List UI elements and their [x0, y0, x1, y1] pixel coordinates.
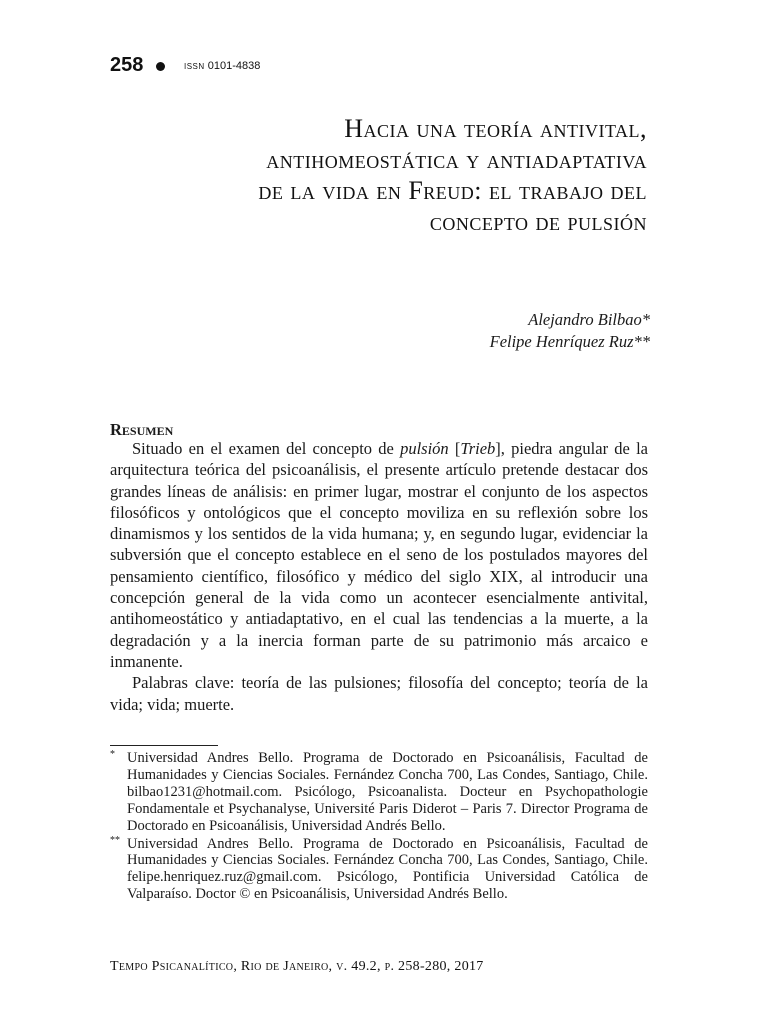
footnote — [110, 750, 648, 835]
page-number: 258 — [110, 54, 144, 76]
issn-value: 0101-4838 — [207, 60, 261, 72]
footnote — [110, 836, 648, 904]
footnote-mark: * — [110, 749, 115, 760]
abstract-body — [110, 438, 648, 715]
footnote-text: Universidad Andres Bello. Programa de Doctorado en Psicoanálisis, Facultad de Humanidades y Ciencias Sociales. Fernández Concha 700, Las Condes, Santiago, Chile. felipe.henriquez.ruz@gmail.com. Psicólogo, Pontificia Universidad Católica de Valparaíso. Doctor © en Psicoanálisis, Universidad Andrés Bello. — [127, 835, 648, 903]
issn — [184, 59, 260, 74]
issn-label: ISSN — [184, 62, 205, 71]
title-line: de la vida en Freud: el trabajo del — [258, 176, 647, 205]
journal-citation: Tempo Psicanalítico, Rio de Janeiro, v. 49.2, p. 258-280, 2017 — [110, 959, 484, 974]
abstract-term: pulsión — [400, 439, 449, 458]
article-title — [150, 113, 647, 237]
abstract-text: ], piedra angular de la arquitectura teórica del psicoanálisis, el presente artículo pretende destacar dos grandes líneas de análisis: en primer lugar, mostrar el conjunto de los aspectos filosóficos y ontológicos que el concepto moviliza en su reflexión sobre los dinamismos y los sentidos de la vida humana; y, en segundo lugar, evidenciar la subversión que el concepto establece en el seno de los postulados mayores del pensamiento científico, filosófico y médico del siglo XIX, al introducir una concepción general de la vida como un acontecer esencialmente antivital, antihomeostático y antiadaptativo, en el cual las tendencias a la muerte, a la degradación y a la inercia forman parte de su patrimonio más arcaico e inmanente. — [110, 439, 648, 671]
footnote-divider — [110, 745, 218, 746]
footnotes — [110, 750, 648, 904]
abstract-text: Situado en el examen del concepto de — [132, 439, 401, 458]
keywords: Palabras clave: teoría de las pulsiones; filosofía del concepto; teoría de la vida; vida; muerte. — [110, 673, 648, 714]
title-line: Hacia una teoría antivital, — [344, 114, 647, 143]
author-list — [360, 309, 650, 353]
title-line: concepto de pulsión — [429, 207, 647, 236]
footnote-mark: ** — [110, 834, 120, 846]
abstract-term-original: Trieb — [460, 439, 496, 458]
author-name: Alejandro Bilbao* — [528, 310, 650, 329]
footnote-text: Universidad Andres Bello. Programa de Doctorado en Psicoanálisis, Facultad de Humanidades y Ciencias Sociales. Fernández Concha 700, Las Condes, Santiago, Chile. bilbao1231@hotmail.com. Psicólogo, Psicoanalista. Docteur en Psychopathologie Fondamentale et Psychanalyse, Université Paris Diderot – Paris 7. Director Programa de Doctorado en Psicoanálisis, Universidad Andrés Bello. — [127, 750, 648, 834]
abstract-paragraph — [110, 438, 648, 672]
bullet-icon — [156, 62, 165, 71]
abstract-heading: Resumen — [110, 420, 174, 439]
abstract-text: [ — [448, 439, 461, 458]
title-line: antihomeostática y antiadaptativa — [266, 145, 647, 174]
author-name: Felipe Henríquez Ruz** — [489, 332, 650, 351]
